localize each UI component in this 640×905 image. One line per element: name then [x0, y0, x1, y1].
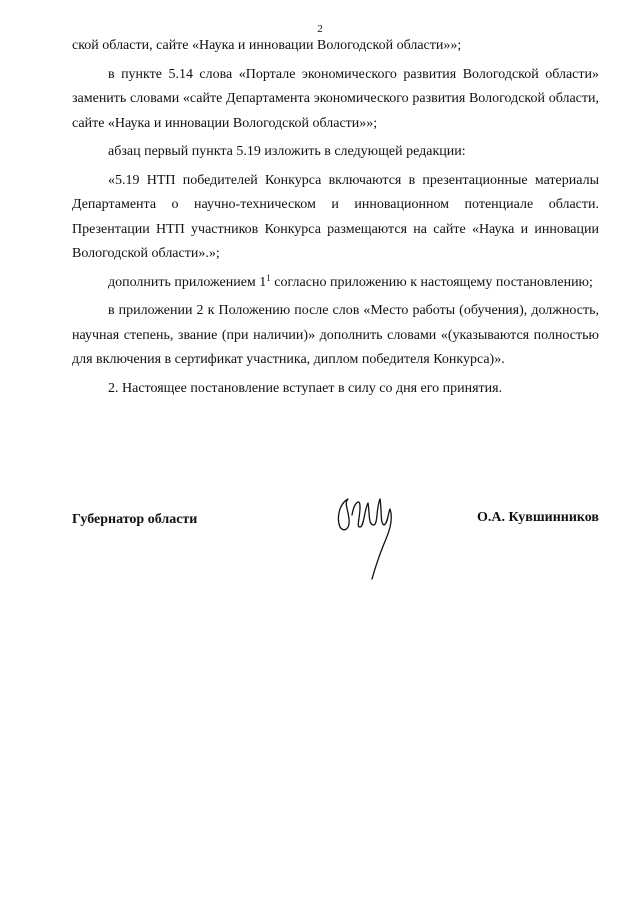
- paragraph-appendix-2: в приложении 2 к Положению после слов «Место работы (обучения), должность, научная степень, звание (при наличии)» дополнить словами «(указываются полностью для включения в сертификат участника, диплом победителя Конкурса)».: [72, 303, 599, 367]
- signatory-name: О.А. Кувшинников: [476, 510, 599, 525]
- page-number: 2: [317, 23, 323, 35]
- paragraph-effective-date: 2. Настоящее постановление вступает в силу со дня его принятия.: [108, 380, 503, 396]
- handwritten-signature: [334, 493, 414, 583]
- paragraph-continuation: ской области, сайте «Наука и инновации Вологодской области»»;: [72, 38, 462, 53]
- signatory-title: Губернатор области: [72, 512, 198, 527]
- appendix-text-after: согласно приложению к настоящему постановлению;: [270, 274, 593, 290]
- appendix-superscript: 1: [266, 272, 271, 283]
- paragraph-point-5-14: в пункте 5.14 слова «Портале экономического развития Вологодской области» заменить словами «сайте Департамента экономического развития Вологодской области, сайте «Наука и инновации Вологодской области»»;: [72, 66, 599, 131]
- signature-block: [72, 505, 599, 595]
- paragraph-point-5-19-intro: абзац первый пункта 5.19 изложить в следующей редакции:: [108, 144, 466, 159]
- document-body: [72, 34, 599, 405]
- paragraph-point-5-19-text: «5.19 НТП победителей Конкурса включаются в презентационные материалы Департамента о научно-техническом и инновационном потенциале области. Презентации НТП участников Конкурса размещаются на сайте «Наука и инновации Вологодской области».»;: [72, 172, 599, 261]
- appendix-text-before: дополнить приложением 1: [108, 274, 267, 290]
- paragraph-appendix-addition: [72, 271, 599, 296]
